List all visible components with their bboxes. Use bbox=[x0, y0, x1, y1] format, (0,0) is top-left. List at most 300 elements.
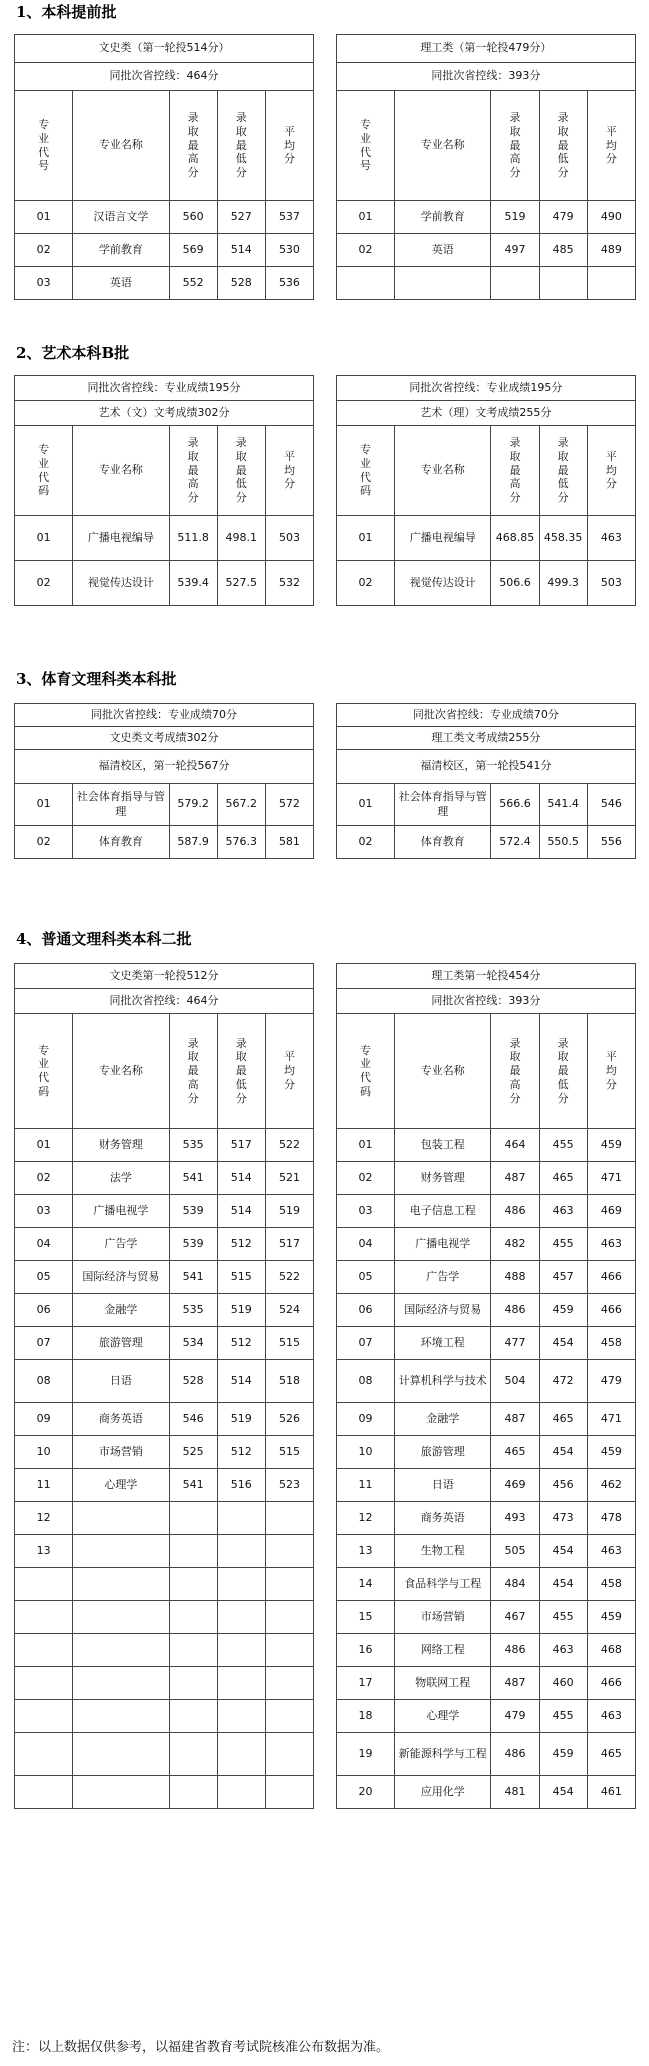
cell-text: 01 bbox=[36, 1137, 51, 1151]
divider-gap bbox=[314, 561, 337, 606]
caption-row bbox=[15, 35, 636, 63]
cell-text: 福清校区，第一轮投541分 bbox=[420, 759, 552, 773]
left-min-score bbox=[217, 1469, 265, 1502]
cell-text: 02 bbox=[36, 1170, 51, 1184]
cell-text: 511.8 bbox=[177, 530, 209, 544]
right-major-code bbox=[336, 1700, 394, 1733]
left-min-score bbox=[217, 1436, 265, 1469]
cell-text: 552 bbox=[182, 275, 204, 289]
cell-text: 478 bbox=[600, 1510, 622, 1524]
left-caption-line-2 bbox=[15, 401, 314, 426]
left-min-score bbox=[217, 516, 265, 561]
divider-gap bbox=[314, 35, 337, 63]
cell-text: 535 bbox=[182, 1137, 204, 1151]
right-max-score bbox=[491, 1700, 539, 1733]
cell-text: 455 bbox=[552, 1708, 574, 1722]
cell-text: 519 bbox=[504, 209, 526, 223]
cell-text: 03 bbox=[36, 275, 51, 289]
left-max-score bbox=[169, 1195, 217, 1228]
cell-text: 463 bbox=[552, 1642, 574, 1656]
right-min-score bbox=[539, 1294, 587, 1327]
left-major-name bbox=[73, 1733, 169, 1776]
cell-text: 469 bbox=[504, 1477, 526, 1491]
cell-text: 468 bbox=[600, 1642, 622, 1656]
cell-text: 10 bbox=[358, 1444, 373, 1458]
left-max-score bbox=[169, 1634, 217, 1667]
left-avg-score-header bbox=[265, 91, 313, 201]
cell-text: 536 bbox=[278, 275, 300, 289]
left-avg-score bbox=[265, 234, 313, 267]
left-min-score bbox=[217, 1634, 265, 1667]
right-min-score bbox=[539, 784, 587, 826]
cell-text: 国际经济与贸易 bbox=[404, 1302, 482, 1316]
right-code-header bbox=[336, 1014, 394, 1129]
cell-text: 专业代号 bbox=[359, 118, 371, 173]
right-caption-line-1 bbox=[336, 704, 635, 727]
right-min-score bbox=[539, 1403, 587, 1436]
cell-text: 522 bbox=[278, 1137, 300, 1151]
cell-text: 专业名称 bbox=[98, 1063, 143, 1077]
right-major-name bbox=[395, 1228, 491, 1261]
table-row bbox=[15, 561, 636, 606]
left-max-score bbox=[169, 826, 217, 859]
divider-gap bbox=[314, 267, 337, 300]
right-max-score bbox=[491, 1162, 539, 1195]
left-avg-score-header bbox=[265, 1014, 313, 1129]
right-major-code bbox=[336, 1469, 394, 1502]
cell-text: 01 bbox=[358, 1137, 373, 1151]
section-2-table bbox=[14, 375, 636, 606]
cell-text: 485 bbox=[552, 242, 574, 256]
cell-text: 文史类（第一轮投514分） bbox=[98, 41, 230, 55]
caption-row bbox=[15, 704, 636, 727]
cell-text: 录取最高分 bbox=[187, 436, 199, 505]
divider-gap bbox=[314, 1601, 337, 1634]
table-row bbox=[15, 1360, 636, 1403]
right-caption-line-2 bbox=[336, 727, 635, 750]
cell-text: 539 bbox=[182, 1236, 204, 1250]
table-row bbox=[15, 1568, 636, 1601]
cell-text: 486 bbox=[504, 1203, 526, 1217]
left-max-score bbox=[169, 267, 217, 300]
left-min-score bbox=[217, 1360, 265, 1403]
right-major-name bbox=[395, 1601, 491, 1634]
left-code-header bbox=[15, 91, 73, 201]
cell-text: 同批次省控线：393分 bbox=[431, 69, 541, 83]
right-major-name bbox=[395, 1436, 491, 1469]
cell-text: 465 bbox=[552, 1170, 574, 1184]
cell-text: 财务管理 bbox=[98, 1137, 143, 1151]
left-major-code bbox=[15, 1228, 73, 1261]
cell-text: 理工类第一轮投454分 bbox=[431, 968, 541, 982]
cell-text: 468.85 bbox=[495, 530, 535, 544]
cell-text: 541 bbox=[182, 1269, 204, 1283]
left-min-score bbox=[217, 1162, 265, 1195]
cell-text: 567.2 bbox=[225, 797, 258, 811]
right-avg-score bbox=[587, 1733, 635, 1776]
left-min-score bbox=[217, 1327, 265, 1360]
right-major-code bbox=[336, 784, 394, 826]
left-avg-score bbox=[265, 1228, 313, 1261]
divider-gap bbox=[314, 1469, 337, 1502]
cell-text: 录取最低分 bbox=[235, 1036, 247, 1105]
right-avg-score bbox=[587, 1294, 635, 1327]
cell-text: 498.1 bbox=[225, 530, 258, 544]
right-avg-score-header bbox=[587, 91, 635, 201]
right-max-score bbox=[491, 234, 539, 267]
left-min-score-header bbox=[217, 91, 265, 201]
cell-text: 旅游管理 bbox=[98, 1335, 143, 1349]
left-min-score bbox=[217, 1733, 265, 1776]
right-major-code bbox=[336, 826, 394, 859]
right-max-score bbox=[491, 1568, 539, 1601]
right-major-name bbox=[395, 561, 491, 606]
divider-gap bbox=[314, 1261, 337, 1294]
left-major-code bbox=[15, 784, 73, 826]
left-major-code bbox=[15, 267, 73, 300]
cell-text: 465 bbox=[552, 1411, 574, 1425]
cell-text: 512 bbox=[230, 1444, 252, 1458]
left-max-score bbox=[169, 1403, 217, 1436]
cell-text: 481 bbox=[504, 1784, 526, 1798]
left-avg-score bbox=[265, 1162, 313, 1195]
right-major-code bbox=[336, 1327, 394, 1360]
right-avg-score bbox=[587, 1129, 635, 1162]
right-avg-score bbox=[587, 1634, 635, 1667]
cell-text: 08 bbox=[358, 1373, 373, 1387]
right-avg-score bbox=[587, 784, 635, 826]
cell-text: 479 bbox=[600, 1373, 622, 1387]
cell-text: 465 bbox=[600, 1746, 622, 1760]
cell-text: 文史类文考成绩302分 bbox=[109, 730, 219, 744]
cell-text: 06 bbox=[358, 1302, 373, 1316]
left-max-score bbox=[169, 784, 217, 826]
table-row bbox=[15, 1162, 636, 1195]
caption-row bbox=[15, 401, 636, 426]
cell-text: 516 bbox=[230, 1477, 252, 1491]
cell-text: 518 bbox=[278, 1373, 300, 1387]
cell-text: 490 bbox=[600, 209, 622, 223]
cell-text: 07 bbox=[36, 1335, 51, 1349]
cell-text: 录取最高分 bbox=[187, 1036, 199, 1105]
left-major-code bbox=[15, 1195, 73, 1228]
cell-text: 537 bbox=[278, 209, 300, 223]
cell-text: 18 bbox=[358, 1708, 373, 1722]
cell-text: 广播电视编导 bbox=[87, 530, 154, 544]
right-max-score bbox=[491, 1360, 539, 1403]
cell-text: 541 bbox=[182, 1477, 204, 1491]
cell-text: 532 bbox=[278, 575, 300, 589]
right-min-score bbox=[539, 1634, 587, 1667]
cell-text: 市场营销 bbox=[98, 1444, 143, 1458]
left-max-score bbox=[169, 201, 217, 234]
left-avg-score bbox=[265, 1436, 313, 1469]
cell-text: 535 bbox=[182, 1302, 204, 1316]
left-major-code bbox=[15, 1403, 73, 1436]
divider-gap bbox=[314, 1403, 337, 1436]
left-max-score bbox=[169, 1733, 217, 1776]
right-max-score bbox=[491, 1733, 539, 1776]
cell-text: 524 bbox=[278, 1302, 300, 1316]
right-major-name bbox=[395, 1403, 491, 1436]
left-max-score bbox=[169, 1360, 217, 1403]
table-row bbox=[15, 1502, 636, 1535]
left-major-name bbox=[73, 1469, 169, 1502]
cell-text: 体育教育 bbox=[98, 834, 143, 848]
cell-text: 527 bbox=[230, 209, 252, 223]
left-max-score bbox=[169, 1228, 217, 1261]
cell-text: 06 bbox=[36, 1302, 51, 1316]
cell-text: 02 bbox=[36, 834, 51, 848]
cell-text: 519 bbox=[278, 1203, 300, 1217]
right-min-score bbox=[539, 1360, 587, 1403]
left-avg-score bbox=[265, 201, 313, 234]
cell-text: 09 bbox=[36, 1411, 51, 1425]
cell-text: 461 bbox=[600, 1784, 622, 1798]
right-caption-line-1 bbox=[336, 964, 635, 989]
right-major-code bbox=[336, 234, 394, 267]
cell-text: 497 bbox=[504, 242, 526, 256]
cell-text: 466 bbox=[600, 1675, 622, 1689]
cell-text: 488 bbox=[504, 1269, 526, 1283]
left-major-code bbox=[15, 1162, 73, 1195]
cell-text: 01 bbox=[358, 530, 373, 544]
cell-text: 食品科学与工程 bbox=[404, 1576, 482, 1590]
left-major-code bbox=[15, 201, 73, 234]
cell-text: 旅游管理 bbox=[420, 1444, 465, 1458]
right-code-header bbox=[336, 426, 394, 516]
cell-text: 专业代码 bbox=[38, 1043, 50, 1098]
cell-text: 512 bbox=[230, 1335, 252, 1349]
left-avg-score bbox=[265, 1601, 313, 1634]
cell-text: 录取最低分 bbox=[235, 436, 247, 505]
right-major-code bbox=[336, 1502, 394, 1535]
left-max-score bbox=[169, 516, 217, 561]
cell-text: 广播电视学 bbox=[415, 1236, 471, 1250]
right-major-name bbox=[395, 1294, 491, 1327]
cell-text: 广告学 bbox=[104, 1236, 138, 1250]
right-name-header bbox=[395, 91, 491, 201]
cell-text: 电子信息工程 bbox=[409, 1203, 476, 1217]
right-min-score bbox=[539, 1195, 587, 1228]
cell-text: 艺术（理）文考成绩255分 bbox=[420, 405, 552, 419]
left-min-score bbox=[217, 1601, 265, 1634]
cell-text: 02 bbox=[358, 242, 373, 256]
cell-text: 01 bbox=[36, 209, 51, 223]
cell-text: 458.35 bbox=[543, 530, 583, 544]
divider-gap bbox=[314, 750, 337, 784]
cell-text: 视觉传达设计 bbox=[87, 575, 154, 589]
divider-gap bbox=[314, 1436, 337, 1469]
cell-text: 463 bbox=[600, 1708, 622, 1722]
cell-text: 454 bbox=[552, 1444, 574, 1458]
left-major-name bbox=[73, 1162, 169, 1195]
cell-text: 02 bbox=[36, 575, 51, 589]
right-major-name bbox=[395, 1129, 491, 1162]
right-major-code bbox=[336, 1261, 394, 1294]
cell-text: 499.3 bbox=[547, 575, 579, 589]
right-major-code bbox=[336, 1403, 394, 1436]
right-major-code bbox=[336, 1436, 394, 1469]
divider-gap bbox=[314, 1568, 337, 1601]
cell-text: 05 bbox=[36, 1269, 51, 1283]
table-row bbox=[15, 1294, 636, 1327]
cell-text: 514 bbox=[230, 242, 252, 256]
left-name-header bbox=[73, 91, 169, 201]
cell-text: 视觉传达设计 bbox=[409, 575, 476, 589]
right-max-score bbox=[491, 1129, 539, 1162]
cell-text: 539.4 bbox=[177, 575, 209, 589]
cell-text: 464 bbox=[504, 1137, 526, 1151]
cell-text: 02 bbox=[36, 242, 51, 256]
cell-text: 同批次省控线：专业成绩70分 bbox=[412, 707, 559, 721]
right-max-score bbox=[491, 784, 539, 826]
cell-text: 01 bbox=[36, 530, 51, 544]
cell-text: 12 bbox=[358, 1510, 373, 1524]
left-min-score bbox=[217, 1261, 265, 1294]
left-min-score bbox=[217, 1502, 265, 1535]
divider-gap bbox=[314, 234, 337, 267]
cell-text: 同批次省控线：专业成绩195分 bbox=[87, 380, 241, 394]
left-major-code bbox=[15, 1436, 73, 1469]
left-avg-score bbox=[265, 1733, 313, 1776]
divider-gap bbox=[314, 201, 337, 234]
cell-text: 国际经济与贸易 bbox=[82, 1269, 160, 1283]
left-major-code bbox=[15, 561, 73, 606]
cell-text: 02 bbox=[358, 1170, 373, 1184]
right-major-name bbox=[395, 1502, 491, 1535]
cell-text: 物联网工程 bbox=[415, 1675, 471, 1689]
cell-text: 519 bbox=[230, 1411, 252, 1425]
cell-text: 理工类文考成绩255分 bbox=[431, 730, 541, 744]
cell-text: 福清校区，第一轮投567分 bbox=[98, 759, 230, 773]
right-min-score bbox=[539, 201, 587, 234]
divider-gap bbox=[314, 1162, 337, 1195]
left-max-score bbox=[169, 1667, 217, 1700]
left-major-name bbox=[73, 1568, 169, 1601]
right-major-name bbox=[395, 201, 491, 234]
cell-text: 法学 bbox=[109, 1170, 132, 1184]
table-row bbox=[15, 784, 636, 826]
cell-text: 平均分 bbox=[605, 124, 617, 166]
cell-text: 587.9 bbox=[177, 834, 209, 848]
right-avg-score bbox=[587, 1162, 635, 1195]
right-major-name bbox=[395, 1162, 491, 1195]
left-major-code bbox=[15, 1568, 73, 1601]
right-min-score-header bbox=[539, 91, 587, 201]
cell-text: 455 bbox=[552, 1137, 574, 1151]
cell-text: 522 bbox=[278, 1269, 300, 1283]
left-min-score bbox=[217, 1195, 265, 1228]
cell-text: 日语 bbox=[109, 1373, 132, 1387]
cell-text: 10 bbox=[36, 1444, 51, 1458]
right-avg-score bbox=[587, 1667, 635, 1700]
right-avg-score bbox=[587, 234, 635, 267]
header-row bbox=[15, 91, 636, 201]
cell-text: 503 bbox=[278, 530, 300, 544]
left-max-score bbox=[169, 1469, 217, 1502]
divider-gap bbox=[314, 426, 337, 516]
cell-text: 506.6 bbox=[499, 575, 531, 589]
cell-text: 546 bbox=[600, 797, 622, 811]
cell-text: 社会体育指导与管理 bbox=[76, 790, 165, 818]
header-row bbox=[15, 426, 636, 516]
left-major-name bbox=[73, 1261, 169, 1294]
cell-text: 541.4 bbox=[547, 797, 579, 811]
right-max-score bbox=[491, 1195, 539, 1228]
cell-text: 14 bbox=[358, 1576, 373, 1590]
cell-text: 20 bbox=[358, 1784, 373, 1798]
right-major-name bbox=[395, 516, 491, 561]
left-min-score bbox=[217, 1228, 265, 1261]
right-avg-score bbox=[587, 1403, 635, 1436]
right-major-name bbox=[395, 1360, 491, 1403]
left-min-score bbox=[217, 1294, 265, 1327]
cell-text: 日语 bbox=[431, 1477, 454, 1491]
cell-text: 546 bbox=[182, 1411, 204, 1425]
divider-gap bbox=[314, 1294, 337, 1327]
right-min-score bbox=[539, 561, 587, 606]
left-avg-score bbox=[265, 826, 313, 859]
right-avg-score bbox=[587, 1568, 635, 1601]
right-major-code bbox=[336, 1535, 394, 1568]
left-min-score bbox=[217, 1568, 265, 1601]
cell-text: 计算机科学与技术 bbox=[398, 1373, 487, 1387]
right-caption-line-2 bbox=[336, 989, 635, 1014]
cell-text: 11 bbox=[358, 1477, 373, 1491]
cell-text: 商务英语 bbox=[420, 1510, 465, 1524]
cell-text: 572.4 bbox=[499, 834, 531, 848]
cell-text: 512 bbox=[230, 1236, 252, 1250]
left-major-code bbox=[15, 1360, 73, 1403]
cell-text: 录取最高分 bbox=[509, 1036, 521, 1105]
cell-text: 493 bbox=[504, 1510, 526, 1524]
left-avg-score bbox=[265, 1568, 313, 1601]
section-4-table bbox=[14, 963, 636, 1809]
right-major-name bbox=[395, 1568, 491, 1601]
cell-text: 489 bbox=[600, 242, 622, 256]
cell-text: 学前教育 bbox=[98, 242, 143, 256]
left-max-score bbox=[169, 1129, 217, 1162]
left-campus-line bbox=[15, 750, 314, 784]
left-major-name bbox=[73, 1502, 169, 1535]
left-major-name bbox=[73, 826, 169, 859]
right-avg-score bbox=[587, 1776, 635, 1809]
right-major-code bbox=[336, 516, 394, 561]
right-min-score bbox=[539, 1568, 587, 1601]
cell-text: 463 bbox=[600, 1236, 622, 1250]
divider-gap bbox=[314, 989, 337, 1014]
cell-text: 09 bbox=[358, 1411, 373, 1425]
cell-text: 479 bbox=[552, 209, 574, 223]
left-avg-score bbox=[265, 267, 313, 300]
left-code-header bbox=[15, 1014, 73, 1129]
divider-gap bbox=[314, 1360, 337, 1403]
cell-text: 486 bbox=[504, 1302, 526, 1316]
table-row bbox=[15, 1195, 636, 1228]
right-avg-score-header bbox=[587, 426, 635, 516]
left-max-score bbox=[169, 1436, 217, 1469]
cell-text: 网络工程 bbox=[420, 1642, 465, 1656]
table-row bbox=[15, 234, 636, 267]
table-row bbox=[15, 267, 636, 300]
cell-text: 458 bbox=[600, 1335, 622, 1349]
left-avg-score bbox=[265, 1776, 313, 1809]
right-avg-score bbox=[587, 1469, 635, 1502]
divider-gap bbox=[314, 1502, 337, 1535]
left-major-code bbox=[15, 1776, 73, 1809]
divider-gap bbox=[314, 91, 337, 201]
